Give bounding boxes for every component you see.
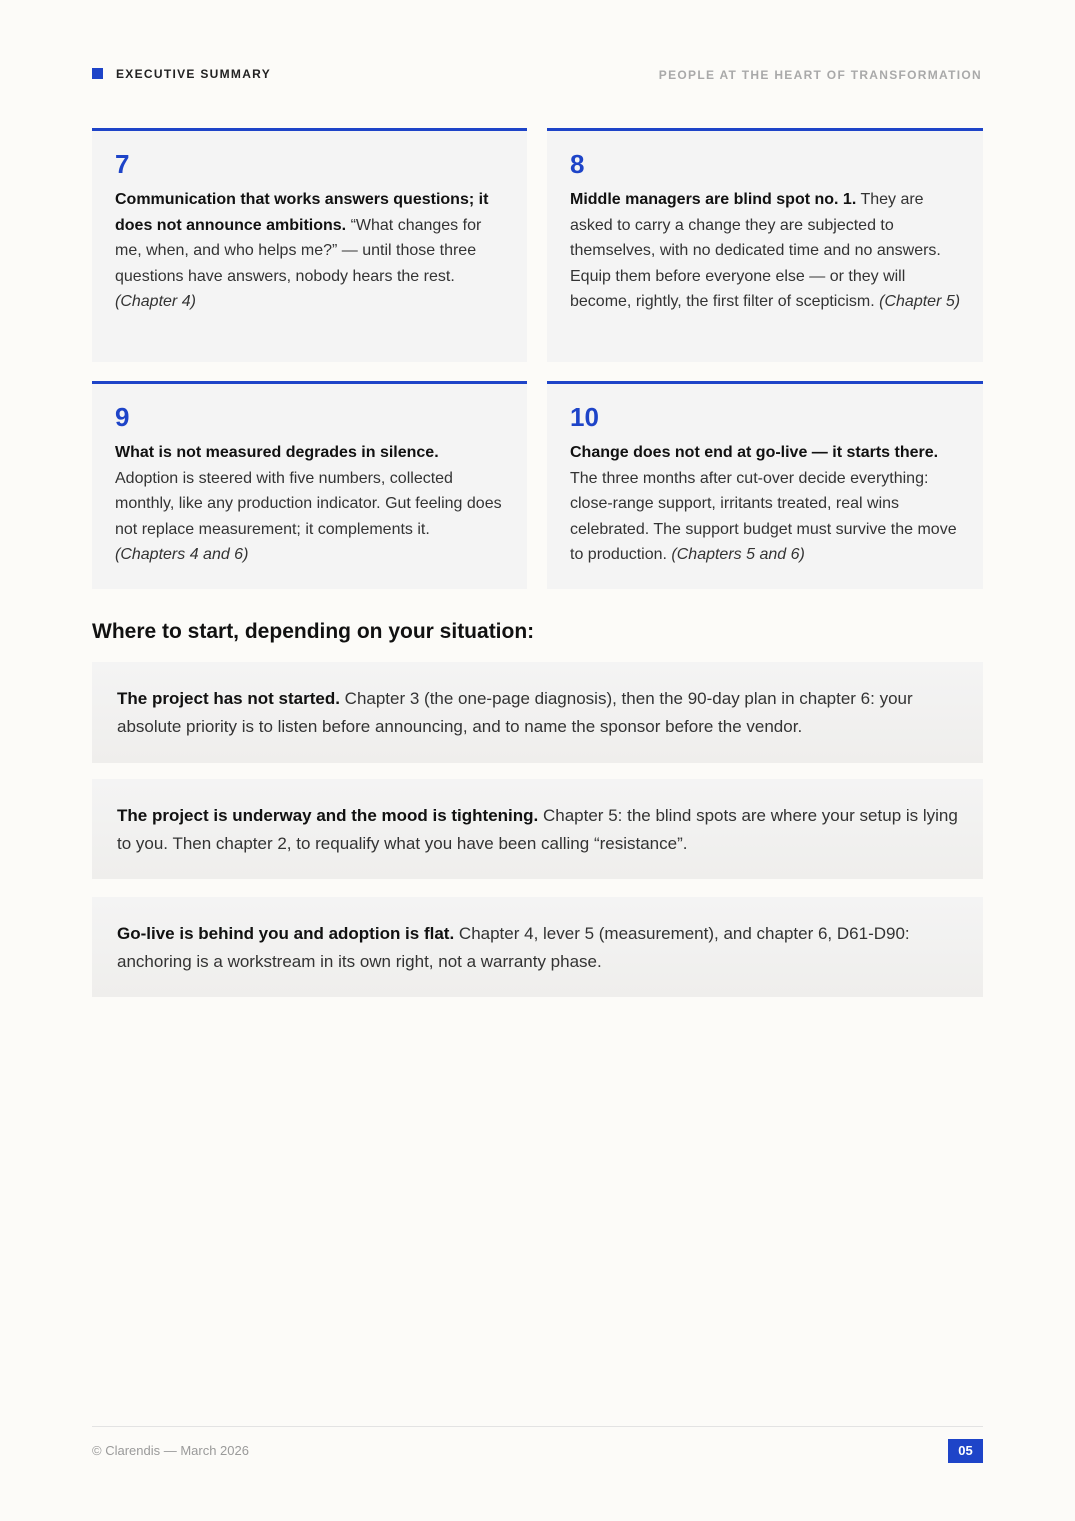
key-point-card-7 [92, 128, 527, 362]
situation-text [117, 920, 958, 975]
situation-lead: The project has not started. [117, 689, 340, 708]
situation-box-post-golive [92, 897, 983, 997]
where-to-start-heading: Where to start, depending on your situation: [92, 620, 535, 643]
section-label: EXECUTIVE SUMMARY [116, 67, 272, 81]
situation-text [117, 802, 958, 857]
key-point-card-10 [547, 381, 983, 589]
key-point-lead: What is not measured degrades in silence. [115, 444, 439, 461]
page-header [92, 66, 982, 82]
key-point-card-8 [547, 128, 983, 362]
key-point-body: “What changes for me, when, and who helps me?” — until those three questions have answers, nobody hears the rest. [115, 216, 482, 285]
chapter-reference: (Chapter 5) [879, 293, 961, 311]
situation-lead: Go-live is behind you and adoption is flat. [117, 924, 455, 943]
chapter-reference: (Chapter 4) [115, 293, 196, 311]
situation-body: Chapter 5: the blind spots are where your setup is lying to you. Then chapter 2, to requalify what you have been calling “resistance”. [117, 806, 958, 853]
key-point-lead: Middle managers are blind spot no. 1. [570, 191, 857, 208]
key-point-number: 7 [115, 149, 130, 179]
key-point-number: 10 [570, 402, 599, 432]
situation-box-not-started [92, 662, 983, 763]
key-point-lead: Communication that works answers questions; it does not announce ambitions. [115, 191, 489, 234]
page-number-badge: 05 [948, 1439, 983, 1463]
key-point-text [115, 440, 505, 568]
key-point-number: 8 [570, 149, 585, 179]
key-point-text [115, 187, 505, 315]
key-point-text [570, 440, 961, 568]
situation-text [117, 685, 958, 740]
situation-body: Chapter 4, lever 5 (measurement), and chapter 6, D61-D90: anchoring is a workstream in its own right, not a warranty phase. [117, 924, 910, 971]
key-point-card-9 [92, 381, 527, 589]
chapter-reference: (Chapters 4 and 6) [115, 546, 249, 564]
key-point-text [570, 187, 961, 315]
situation-box-underway [92, 779, 983, 879]
key-point-number: 9 [115, 402, 130, 432]
footer-divider [92, 1426, 983, 1427]
document-title: PEOPLE AT THE HEART OF TRANSFORMATION [658, 68, 982, 82]
key-point-body: Adoption is steered with five numbers, collected monthly, like any production indicator. Gut feeling does not replace measurement; it complements it. [115, 469, 502, 538]
footer-copyright: © Clarendis — March 2026 [92, 1443, 249, 1458]
key-point-body: They are asked to carry a change they are subjected to themselves, with no dedicated time and no answers. Equip them before everyone else — or they will become, rightly, the first filter of scepticism. [570, 191, 941, 311]
chapter-reference: (Chapters 5 and 6) [671, 546, 805, 564]
section-marker-icon [92, 68, 103, 79]
key-point-body: The three months after cut-over decide everything: close-range support, irritants treated, real wins celebrated. The support budget must survive the move to production. [570, 469, 957, 564]
situation-body: Chapter 3 (the one-page diagnosis), then the 90-day plan in chapter 6: your absolute priority is to listen before announcing, and to name the sponsor before the vendor. [117, 689, 913, 736]
key-point-lead: Change does not end at go-live — it starts there. [570, 444, 939, 461]
situation-lead: The project is underway and the mood is tightening. [117, 806, 539, 825]
